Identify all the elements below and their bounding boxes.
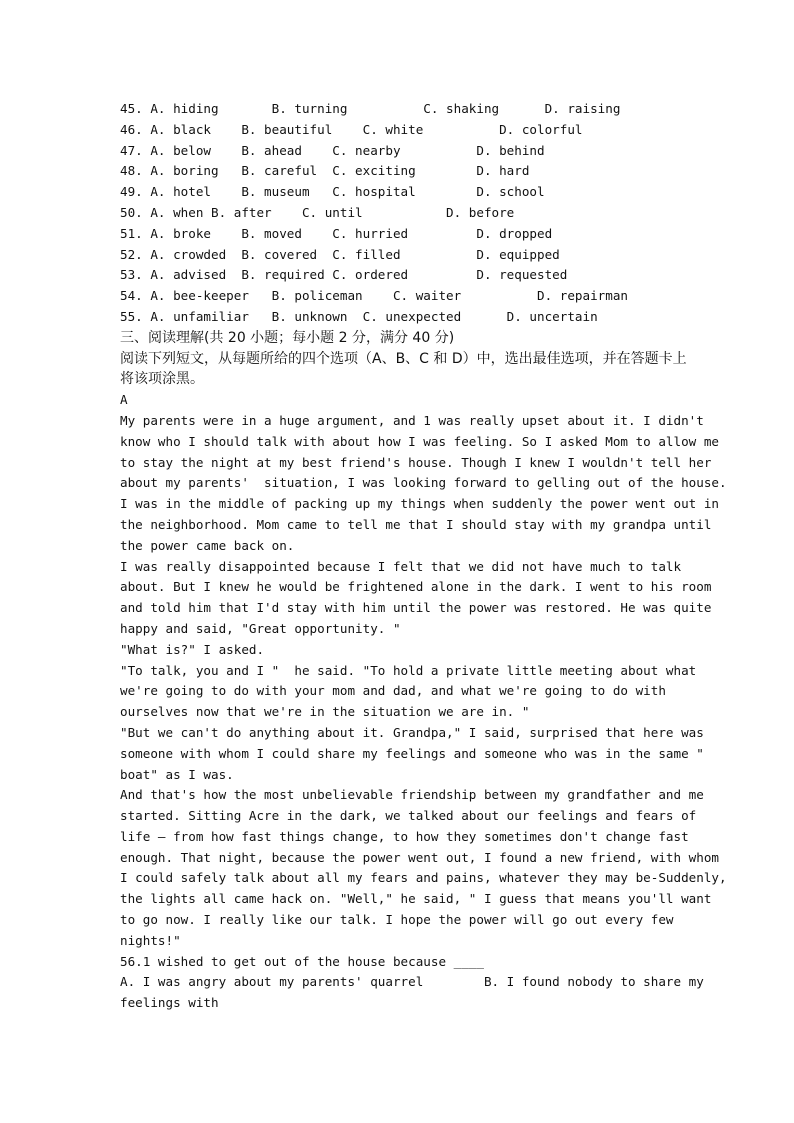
section-instruction-line-2: 将该项涂黑。 (120, 371, 204, 388)
passage-line: the power came back on. (120, 537, 295, 553)
passage-line: started. Sitting Acre in the dark, we talked about our feelings and fears of (120, 808, 697, 824)
passage-line: the neighborhood. Mom came to tell me that I should stay with my grandpa until (120, 516, 712, 532)
passage-line: And that's how the most unbelievable friendship between my grandfather and me (120, 787, 704, 803)
exam-page (120, 99, 727, 1014)
passage-line: the lights all came hack on. "Well," he said, " I guess that means you'll want (120, 891, 712, 907)
option-row-47: 47. A. below B. ahead C. nearby D. behind (120, 142, 545, 158)
option-row-46: 46. A. black B. beautiful C. white D. colorful (120, 121, 583, 137)
passage-line: nights!" (120, 932, 181, 948)
question-options-line: feelings with (120, 995, 219, 1011)
passage-line: ourselves now that we're in the situation we are in. " (120, 704, 530, 720)
passage-line: happy and said, "Great opportunity. " (120, 620, 401, 636)
passage-line: about. But I knew he would be frightened alone in the dark. I went to his room (120, 579, 712, 595)
question-options-line: A. I was angry about my parents' quarrel B. I found nobody to share my (120, 974, 704, 990)
passage-line: "What is?" I asked. (120, 641, 265, 657)
passage-line: to stay the night at my best friend's house. Though I knew I wouldn't tell her (120, 454, 712, 470)
option-row-54: 54. A. bee-keeper B. policeman C. waiter D. repairman (120, 288, 628, 304)
reading-passage (120, 411, 727, 952)
passage-line: know who I should talk with about how I was feeling. So I asked Mom to allow me (120, 433, 719, 449)
passage-line: I was in the middle of packing up my things when suddenly the power went out in (120, 496, 719, 512)
passage-line: and told him that I'd stay with him until the power was restored. He was quite (120, 600, 712, 616)
option-row-45: 45. A. hiding B. turning C. shaking D. raising (120, 101, 621, 116)
passage-line: to go now. I really like our talk. I hope the power will go out every few (120, 912, 674, 928)
cloze-options (120, 99, 680, 328)
passage-line: enough. That night, because the power went out, I found a new friend, with whom (120, 849, 719, 865)
question-56 (120, 952, 704, 1014)
section-heading: 三、阅读理解(共 20 小题；每小题 2 分，满分 40 分) (120, 329, 455, 346)
passage-line: My parents were in a huge argument, and 1 was really upset about it. I didn't (120, 412, 704, 428)
option-row-55: 55. A. unfamiliar B. unknown C. unexpected D. uncertain (120, 308, 598, 324)
option-row-52: 52. A. crowded B. covered C. filled D. equipped (120, 246, 560, 262)
option-row-50: 50. A. when B. after C. until D. before (120, 204, 515, 220)
passage-line: I could safely talk about all my fears and pains, whatever they may be-Suddenly, (120, 870, 727, 886)
passage-label: A (120, 392, 128, 408)
section-instruction-line-1: 阅读下列短文，从每题所给的四个选项（A、B、C 和 D）中，选出最佳选项，并在答题卡上 (120, 350, 687, 367)
passage-line: "But we can't do anything about it. Grandpa," I said, surprised that here was (120, 724, 704, 740)
passage-line: someone with whom I could share my feelings and someone who was in the same " (120, 745, 704, 761)
passage-line: about my parents' situation, I was looking forward to gelling out of the house. (120, 475, 727, 491)
option-row-53: 53. A. advised B. required C. ordered D. requested (120, 267, 568, 283)
passage-line: life — from how fast things change, to how they sometimes don't change fast (120, 828, 689, 844)
passage-line: boat" as I was. (120, 766, 234, 782)
passage-line: "To talk, you and I " he said. "To hold a private little meeting about what (120, 662, 697, 678)
option-row-49: 49. A. hotel B. museum C. hospital D. school (120, 184, 545, 200)
option-row-48: 48. A. boring B. careful C. exciting D. hard (120, 163, 530, 179)
option-row-51: 51. A. broke B. moved C. hurried D. dropped (120, 225, 553, 241)
passage-line: we're going to do with your mom and dad, and what we're going to do with (120, 683, 666, 699)
passage-line: I was really disappointed because I felt that we did not have much to talk (120, 558, 682, 574)
question-stem: 56.1 wished to get out of the house because ____ (120, 953, 484, 969)
